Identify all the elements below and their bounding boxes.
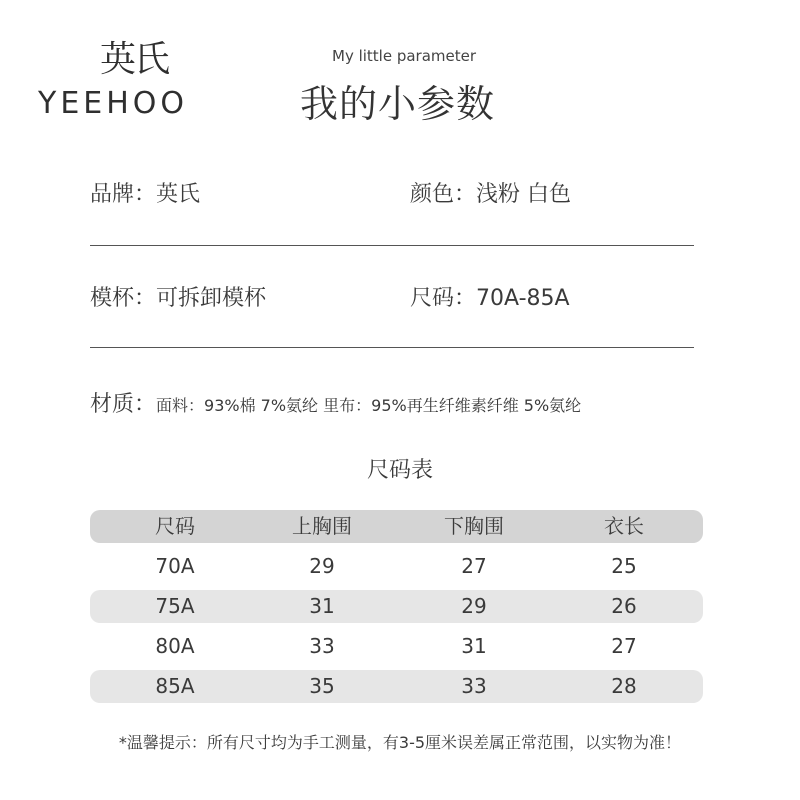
param-size [410,284,570,314]
table-cell: 29 [309,554,335,578]
table-row [90,670,703,703]
table-cell: 70A [155,554,195,578]
param-brand-value: 英氏 [156,182,201,207]
page-title: 我的小参数 [300,82,496,126]
table-header-cell: 尺码 [155,514,195,538]
table-cell: 75A [155,594,195,618]
param-cup-label: 模杯： [90,286,157,311]
table-cell: 33 [309,634,335,658]
table-cell: 29 [461,594,487,618]
size-chart-table [90,510,703,710]
table-row [90,550,703,583]
table-cell: 33 [461,674,487,698]
table-header-cell: 上胸围 [292,514,352,538]
table-cell: 27 [611,634,637,658]
brand-logo-english: YEEHOO [38,86,189,121]
table-cell: 80A [155,634,195,658]
table-cell: 31 [461,634,487,658]
param-brand [90,180,200,210]
table-header-row [90,510,703,543]
param-color [410,180,571,210]
table-cell: 25 [611,554,637,578]
param-material-value: 面料：93%棉 7%氨纶 里布：95%再生纤维素纤维 5%氨纶 [156,396,582,415]
table-header-cell: 下胸围 [444,514,504,538]
size-chart-title: 尺码表 [366,458,433,483]
brand-logo-chinese: 英氏 [100,39,169,80]
table-row [90,590,703,623]
page-subtitle: My little parameter [332,47,477,65]
table-cell: 27 [461,554,487,578]
param-material [90,390,581,421]
param-material-label: 材质： [90,392,157,417]
param-cup-value: 可拆卸模杯 [156,286,267,311]
table-header-cell: 衣长 [604,514,644,538]
param-cup [90,284,266,314]
table-cell: 31 [309,594,335,618]
divider [90,347,694,348]
measurement-note: *温馨提示：所有尺寸均为手工测量，有3-5厘米误差属正常范围，以实物为准！ [118,733,682,752]
param-size-value: 70A-85A [476,286,570,311]
param-color-value: 浅粉 白色 [476,182,572,207]
param-color-label: 颜色： [410,182,477,207]
table-cell: 26 [611,594,637,618]
param-brand-label: 品牌： [90,182,157,207]
table-cell: 85A [155,674,195,698]
table-cell: 35 [309,674,335,698]
table-row [90,630,703,663]
table-cell: 28 [611,674,637,698]
param-size-label: 尺码： [410,286,477,311]
divider [90,245,694,246]
